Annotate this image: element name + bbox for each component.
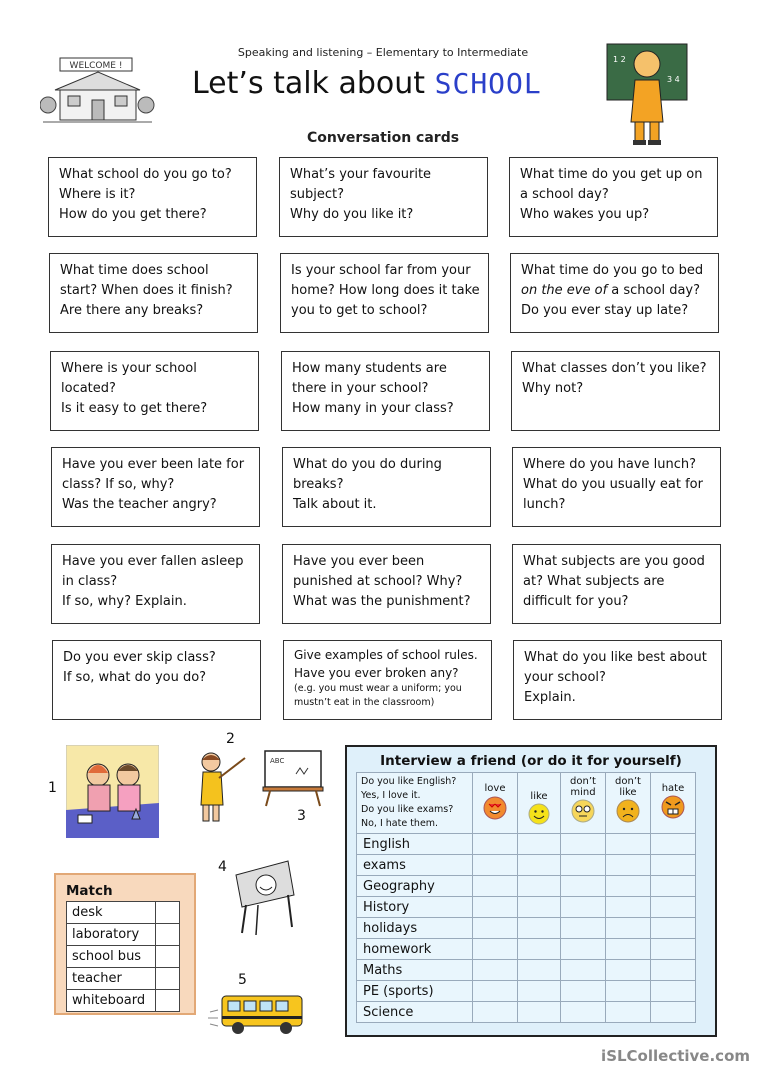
answer-cell[interactable]: [651, 960, 696, 981]
answer-cell[interactable]: [561, 855, 606, 876]
picture-number: 5: [238, 972, 247, 988]
match-table: [66, 901, 180, 1012]
card-line: If so, why? Explain.: [62, 594, 187, 609]
girl-at-blackboard-image: [605, 42, 690, 147]
answer-cell[interactable]: [561, 981, 606, 1002]
feeling-hate: [651, 773, 696, 834]
card-line: What do you do during: [293, 457, 442, 472]
subject-label: holidays: [357, 918, 473, 939]
interview-row: [357, 918, 696, 939]
answer-cell[interactable]: [606, 876, 651, 897]
answer-cell[interactable]: [606, 981, 651, 1002]
answer-cell[interactable]: [518, 876, 561, 897]
answer-cell[interactable]: [606, 834, 651, 855]
answer-cell[interactable]: [561, 834, 606, 855]
interview-table: [356, 772, 696, 1023]
svg-text:1 2: 1 2: [613, 55, 626, 64]
answer-cell[interactable]: [606, 855, 651, 876]
card-line: Explain.: [524, 690, 576, 705]
card-line: Where do you have lunch?: [523, 457, 697, 472]
match-row: [67, 946, 180, 968]
page-title: [192, 66, 542, 101]
angry-face-icon: [660, 794, 686, 820]
card-line: What was the punishment?: [293, 594, 471, 609]
match-word: laboratory: [67, 924, 156, 946]
answer-cell[interactable]: [651, 834, 696, 855]
answer-cell[interactable]: [518, 981, 561, 1002]
match-word: teacher: [67, 968, 156, 990]
answer-cell[interactable]: [606, 918, 651, 939]
card-13: [51, 544, 260, 624]
school-bus-image: [208, 990, 313, 1038]
smile-face-icon: [527, 802, 551, 826]
card-line: Who wakes you up?: [520, 207, 650, 222]
answer-cell[interactable]: [606, 960, 651, 981]
love-face-icon: [482, 795, 508, 821]
cards-heading: Conversation cards: [306, 130, 460, 146]
card-line: Where is your school: [61, 361, 197, 376]
match-box: [54, 873, 196, 1015]
example-line: Yes, I love it.: [361, 790, 421, 801]
match-row: [67, 924, 180, 946]
interview-row: [357, 981, 696, 1002]
card-line: Do you ever stay up late?: [521, 303, 689, 318]
answer-cell[interactable]: [651, 855, 696, 876]
answer-cell[interactable]: [518, 855, 561, 876]
card-line: Is it easy to get there?: [61, 401, 208, 416]
match-row: [67, 968, 180, 990]
match-answer-box[interactable]: [156, 968, 180, 990]
answer-cell[interactable]: [651, 897, 696, 918]
answer-cell[interactable]: [473, 876, 518, 897]
card-line: your school?: [524, 670, 606, 685]
card-6: [510, 253, 719, 333]
card-line: on the eve of a school day?: [521, 283, 701, 298]
picture-number: 2: [226, 731, 235, 747]
desk-image: [228, 855, 300, 937]
card-3: [509, 157, 718, 237]
card-line: Is your school far from your: [291, 263, 471, 278]
card-line: What classes don’t you like?: [522, 361, 707, 376]
interview-row: [357, 855, 696, 876]
card-line: What time does school: [60, 263, 209, 278]
answer-cell[interactable]: [518, 918, 561, 939]
card-line: How many in your class?: [292, 401, 454, 416]
card-line: What school do you go to?: [59, 167, 232, 182]
subject-label: Science: [357, 1002, 473, 1023]
card-line: What time do you go to bed: [521, 263, 704, 278]
match-row: [67, 990, 180, 1012]
card-line: Why do you like it?: [290, 207, 414, 222]
answer-cell[interactable]: [561, 897, 606, 918]
answer-cell[interactable]: [473, 918, 518, 939]
feeling-dont-mind: [561, 773, 606, 834]
card-line: Have you ever fallen asleep: [62, 554, 244, 569]
example-line: No, I hate them.: [361, 818, 439, 829]
subject-label: exams: [357, 855, 473, 876]
card-line: class? If so, why?: [62, 477, 175, 492]
card-line: Have you ever broken any?: [294, 666, 459, 680]
card-17: [283, 640, 492, 720]
card-note: (e.g. you must wear a uniform; you: [294, 683, 462, 694]
card-15: [512, 544, 721, 624]
answer-cell[interactable]: [651, 918, 696, 939]
school-building-image: [40, 50, 155, 130]
answer-cell[interactable]: [518, 939, 561, 960]
card-line: What do you like best about: [524, 650, 707, 665]
title-prefix: Let’s talk about: [192, 66, 426, 101]
feeling-label: don’t like: [615, 776, 641, 798]
answer-cell[interactable]: [518, 834, 561, 855]
neutral-face-icon: [570, 798, 596, 824]
card-line: home? How long does it take: [291, 283, 480, 298]
answer-cell[interactable]: [561, 939, 606, 960]
card-line: breaks?: [293, 477, 344, 492]
card-line: Do you ever skip class?: [63, 650, 216, 665]
card-5: [280, 253, 489, 333]
card-line: there in your school?: [292, 381, 429, 396]
subject-label: homework: [357, 939, 473, 960]
card-line: What subjects are you good: [523, 554, 705, 569]
welcome-sign-text: WELCOME !: [69, 61, 123, 71]
answer-cell[interactable]: [518, 960, 561, 981]
answer-cell[interactable]: [561, 1002, 606, 1023]
teacher-image: [193, 750, 248, 825]
card-line: at? What subjects are: [523, 574, 665, 589]
answer-cell[interactable]: [473, 897, 518, 918]
match-word: school bus: [67, 946, 156, 968]
card-18: [513, 640, 722, 720]
match-title: Match: [66, 883, 113, 899]
card-11: [282, 447, 491, 527]
answer-cell[interactable]: [606, 897, 651, 918]
card-10: [51, 447, 260, 527]
interview-row: [357, 939, 696, 960]
card-line: Where is it?: [59, 187, 136, 202]
card-14: [282, 544, 491, 624]
picture-number: 3: [297, 808, 306, 824]
card-line: Are there any breaks?: [60, 303, 204, 318]
card-line: Was the teacher angry?: [62, 497, 217, 512]
card-line: Talk about it.: [293, 497, 377, 512]
card-16: [52, 640, 261, 720]
feeling-love: [473, 773, 518, 834]
match-word: desk: [67, 902, 156, 924]
answer-cell[interactable]: [561, 918, 606, 939]
card-8: [281, 351, 490, 431]
answer-cell[interactable]: [561, 960, 606, 981]
card-line: difficult for you?: [523, 594, 629, 609]
example-line: Do you like English?: [361, 776, 457, 787]
match-row: [67, 902, 180, 924]
match-answer-box[interactable]: [156, 924, 180, 946]
answer-cell[interactable]: [561, 876, 606, 897]
card-line: How do you get there?: [59, 207, 207, 222]
answer-cell[interactable]: [606, 939, 651, 960]
answer-cell[interactable]: [473, 834, 518, 855]
answer-cell[interactable]: [473, 981, 518, 1002]
answer-cell[interactable]: [473, 1002, 518, 1023]
subject-label: PE (sports): [357, 981, 473, 1002]
svg-text:3 4: 3 4: [667, 75, 680, 84]
card-line: start? When does it finish?: [60, 283, 233, 298]
feeling-label: love: [484, 783, 506, 794]
answer-cell[interactable]: [651, 1002, 696, 1023]
feeling-label: don’t mind: [570, 776, 596, 798]
card-line: Why not?: [522, 381, 584, 396]
subject-label: Maths: [357, 960, 473, 981]
card-line: lunch?: [523, 497, 566, 512]
card-12: [512, 447, 721, 527]
card-7: [50, 351, 259, 431]
answer-cell[interactable]: [651, 981, 696, 1002]
card-line: a school day?: [520, 187, 609, 202]
subject-label: English: [357, 834, 473, 855]
laboratory-image: [66, 745, 159, 838]
card-line: located?: [61, 381, 116, 396]
card-line: in class?: [62, 574, 118, 589]
interview-header-row: [357, 773, 696, 834]
feeling-label: hate: [661, 783, 685, 794]
card-line: Have you ever been late for: [62, 457, 245, 472]
watermark: iSLCollective.com: [601, 1047, 750, 1065]
subtitle: Speaking and listening – Elementary to Intermediate: [237, 46, 529, 59]
answer-cell[interactable]: [606, 1002, 651, 1023]
card-2: [279, 157, 488, 237]
match-answer-box[interactable]: [156, 902, 180, 924]
example-line: Do you like exams?: [361, 804, 454, 815]
answer-cell[interactable]: [518, 897, 561, 918]
card-line: subject?: [290, 187, 345, 202]
match-answer-box[interactable]: [156, 990, 180, 1012]
feeling-dont-like: [606, 773, 651, 834]
card-line: What time do you get up on: [520, 167, 703, 182]
picture-number: 1: [48, 780, 57, 796]
board-text: ABC: [270, 757, 285, 765]
card-line: you to get to school?: [291, 303, 428, 318]
card-line: punished at school? Why?: [293, 574, 463, 589]
answer-cell[interactable]: [473, 939, 518, 960]
interview-row: [357, 876, 696, 897]
card-line: What do you usually eat for: [523, 477, 703, 492]
emphasis-text: on the eve of: [521, 283, 608, 298]
subject-label: Geography: [357, 876, 473, 897]
interview-row: [357, 960, 696, 981]
interview-row: [357, 1002, 696, 1023]
title-highlight: SCHOOL: [434, 67, 542, 100]
card-line: Have you ever been: [293, 554, 425, 569]
card-line: Give examples of school rules.: [294, 648, 478, 662]
card-line: What’s your favourite: [290, 167, 432, 182]
card-9: [511, 351, 720, 431]
sad-face-icon: [615, 798, 641, 824]
picture-number: 4: [218, 859, 227, 875]
interview-box: [345, 745, 717, 1037]
whiteboard-image: [262, 748, 324, 808]
card-line: If so, what do you do?: [63, 670, 207, 685]
card-1: [48, 157, 257, 237]
match-word: whiteboard: [67, 990, 156, 1012]
subject-label: History: [357, 897, 473, 918]
interview-title: Interview a friend (or do it for yourself): [380, 753, 682, 769]
answer-cell[interactable]: [518, 1002, 561, 1023]
answer-cell[interactable]: [651, 876, 696, 897]
match-answer-box[interactable]: [156, 946, 180, 968]
feeling-label: like: [530, 791, 548, 802]
interview-row: [357, 834, 696, 855]
answer-cell[interactable]: [473, 960, 518, 981]
answer-cell[interactable]: [473, 855, 518, 876]
interview-row: [357, 897, 696, 918]
example-dialogue: [357, 773, 473, 834]
card-4: [49, 253, 258, 333]
card-line: How many students are: [292, 361, 447, 376]
answer-cell[interactable]: [651, 939, 696, 960]
card-note: mustn’t eat in the classroom): [294, 697, 435, 708]
feeling-like: [518, 773, 561, 834]
